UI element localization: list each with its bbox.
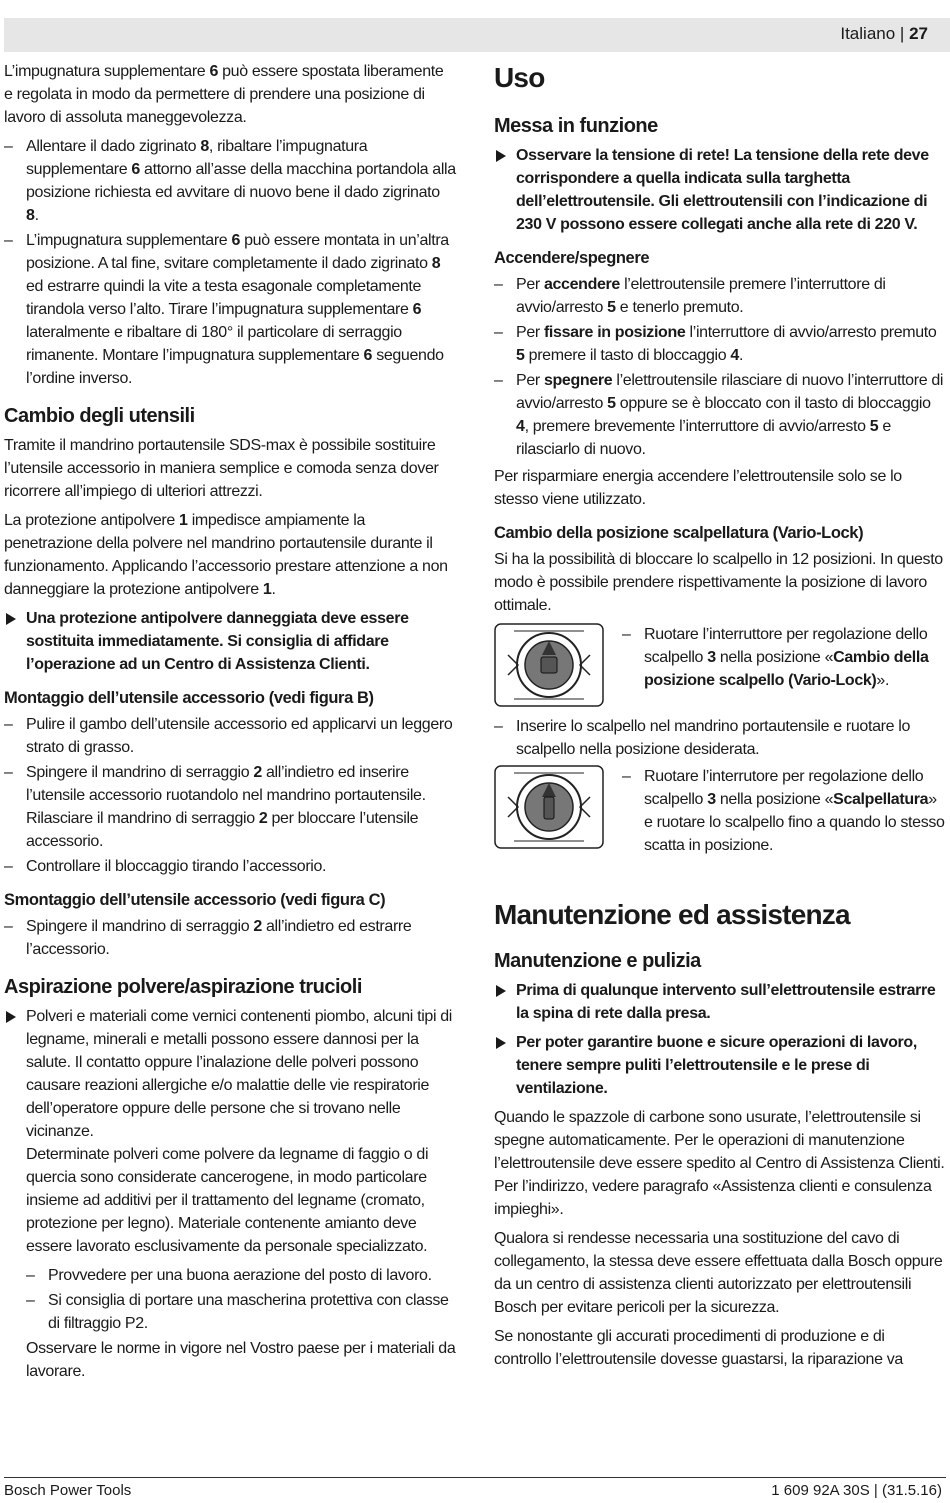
right-column [494, 60, 946, 1377]
list-item: – Ruotare l’interruttore per regolazione dello scalpello 3 nella posizione «Cambio della posizione scalpello (Vario-Lock)». [622, 623, 946, 692]
triangle-bullet-icon [6, 613, 16, 625]
paragraph: Per risparmiare energia accendere l’elettroutensile solo se lo stesso viene utilizzato. [494, 468, 902, 508]
header-bar [4, 18, 950, 52]
footer-doc-id: 1 609 92A 30S | (31.5.16) [771, 1482, 942, 1499]
paragraph: Qualora si rendesse necessaria una sostituzione del cavo di collegamento, la stessa deve essere effettuata dalla Bosch oppure da un centro di assistenza clienti autorizzato per elettroutensili Bosch per evitare pericoli per la sicurezza. [494, 1230, 943, 1316]
list-item: – Inserire lo scalpello nel mandrino portautensile e ruotare lo scalpello nella posizione desiderata. [494, 715, 946, 761]
heading-pulizia: Manutenzione e pulizia [494, 950, 701, 972]
list-item: – Controllare il bloccaggio tirando l’accessorio. [4, 855, 456, 878]
heading-messa-in-funzione: Messa in funzione [494, 115, 658, 137]
figure-row-vario-lock [494, 623, 946, 707]
warning-item: Prima di qualunque intervento sull’elettroutensile estrarre la spina di rete dalla presa. [494, 979, 946, 1025]
triangle-bullet-icon [496, 1037, 506, 1049]
list-item: – Si consiglia di portare una mascherina protettiva con classe di filtraggio P2. [4, 1289, 456, 1335]
list-item: – L’impugnatura supplementare 6 può essere montata in un’altra posizione. A tal fine, svitare completamente il dado zigrinato 8 ed estrarre quindi la vite a testa esagonale completamente tirandola verso l’alto. Tirare l’impugnatura supplementare 6 lateralmente e ribaltare di 180° il particolare di serraggio rimanente. Montare l’impugnatura supplementare 6 seguendo l’ordine inverso. [4, 229, 456, 390]
heading-cambio-utensili: Cambio degli utensili [4, 405, 195, 427]
paragraph: La protezione antipolvere 1 impedisce ampiamente la penetrazione della polvere nel mandrino portautensile durante il funzionamento. Applicando l’accessorio prestare attenzione a non danneggiare la protezione antipolvere 1. [4, 512, 448, 598]
header-separator: | [899, 24, 905, 43]
triangle-bullet-icon [496, 985, 506, 997]
list-item: – Allentare il dado zigrinato 8, ribaltare l’impugnatura supplementare 6 attorno all’asse della macchina portandola alla posizione richiesta ed avvitare di nuovo bene il dado zigrinato 8. [4, 135, 456, 227]
figure-row-scalpellatura [494, 765, 946, 859]
paragraph-intro: L’impugnatura supplementare 6 può essere spostata liberamente e regolata in modo da permettere di prendere una posizione di lavoro di assoluta maneggevolezza. [4, 63, 444, 126]
heading-uso: Uso [494, 62, 545, 93]
warning-item: Per poter garantire buone e sicure operazioni di lavoro, tenere sempre puliti l’elettroutensile e le prese di ventilazione. [494, 1031, 946, 1100]
header-language: Italiano [840, 24, 896, 43]
triangle-bullet-icon [496, 150, 506, 162]
paragraph: Determinate polveri come polvere da legname di faggio o di quercia sono considerate cancerogene, in modo particolare insieme ad additivi per il trattamento del legname (cromato, protezione per legno). Materiale contenente amianto deve essere lavorato esclusivamente da personale specializzato. [26, 1146, 429, 1255]
page-header [840, 22, 928, 46]
footer-divider [4, 1477, 946, 1478]
heading-accendere: Accendere/spegnere [494, 249, 650, 267]
paragraph: Quando le spazzole di carbone sono usurate, l’elettroutensile si spegne automaticamente. Per le operazioni di manutenzione l’elettroutensile deve essere spedito al Centro di Assistenza Clienti. Per l’indirizzo, vedere paragrafo «Assistenza clienti e consulenza impieghi». [494, 1109, 945, 1218]
footer-brand: Bosch Power Tools [4, 1482, 132, 1499]
selector-dial-illustration [494, 623, 604, 707]
list-item: – Per fissare in posizione l’interruttore di avvio/arresto premuto 5 premere il tasto di bloccaggio 4. [494, 321, 946, 367]
warning-item: Polveri e materiali come vernici contenenti piombo, alcuni tipi di legname, minerali e metalli possono essere dannosi per la salute. Il contatto oppure l’inalazione delle polveri possono causare reazioni allergiche e/o malattie delle vie respiratorie dell’operatore oppure delle persone che si trovano nelle vicinanze. [4, 1005, 456, 1143]
heading-montaggio: Montaggio dell’utensile accessorio (vedi figura B) [4, 689, 374, 707]
heading-manutenzione: Manutenzione ed assistenza [494, 899, 850, 930]
list-item: – Per spegnere l’elettroutensile rilasciare di nuovo l’interruttore di avvio/arresto 5 oppure se è bloccato con il tasto di bloccaggio 4, premere brevemente l’interruttore di avvio/arresto 5 e rilasciarlo di nuovo. [494, 369, 946, 461]
list-item: – Provvedere per una buona aerazione del posto di lavoro. [4, 1264, 456, 1287]
paragraph: Si ha la possibilità di bloccare lo scalpello in 12 posizioni. In questo modo è possibile prendere rispettivamente la posizione di lavoro ottimale. [494, 551, 943, 614]
paragraph: Tramite il mandrino portautensile SDS-max è possibile sostituire l’utensile accessorio in maniera semplice e comoda senza dover ricorrere all’impiego di ulteriori attrezzi. [4, 437, 439, 500]
page-number: 27 [909, 24, 928, 43]
list-item: – Spingere il mandrino di serraggio 2 all’indietro ed estrarre l’accessorio. [4, 915, 456, 961]
warning-item: Una protezione antipolvere danneggiata deve essere sostituita immediatamente. Si consiglia di affidare l’operazione ad un Centro di Assistenza Clienti. [4, 607, 456, 676]
warning-item: Osservare la tensione di rete! La tensione della rete deve corrispondere a quella indicata sulla targhetta dell’elettroutensile. Gli elettroutensili con l’indicazione di 230 V possono essere collegati anche alla rete di 220 V. [494, 144, 946, 236]
paragraph: Se nonostante gli accurati procedimenti di produzione e di controllo l’elettroutensile dovesse guastarsi, la riparazione va [494, 1328, 903, 1368]
list-item: – Ruotare l’interrutore per regolazione dello scalpello 3 nella posizione «Scalpellatura» e ruotare lo scalpello fino a quando lo stesso scatta in posizione. [622, 765, 946, 857]
heading-smontaggio: Smontaggio dell’utensile accessorio (vedi figura C) [4, 891, 386, 909]
left-column [4, 60, 456, 1389]
list-item: – Pulire il gambo dell’utensile accessorio ed applicarvi un leggero strato di grasso. [4, 713, 456, 759]
triangle-bullet-icon [6, 1011, 16, 1023]
paragraph: Osservare le norme in vigore nel Vostro paese per i materiali da lavorare. [26, 1340, 456, 1380]
selector-dial-illustration [494, 765, 604, 849]
list-item: – Per accendere l’elettroutensile premere l’interruttore di avvio/arresto 5 e tenerlo premuto. [494, 273, 946, 319]
heading-vario-lock: Cambio della posizione scalpellatura (Vario-Lock) [494, 524, 864, 542]
heading-aspirazione: Aspirazione polvere/aspirazione trucioli [4, 976, 362, 998]
list-item: – Spingere il mandrino di serraggio 2 all’indietro ed inserire l’utensile accessorio ruotandolo nel mandrino portautensile. Rilasciare il mandrino di serraggio 2 per bloccare l’utensile accessorio. [4, 761, 456, 853]
